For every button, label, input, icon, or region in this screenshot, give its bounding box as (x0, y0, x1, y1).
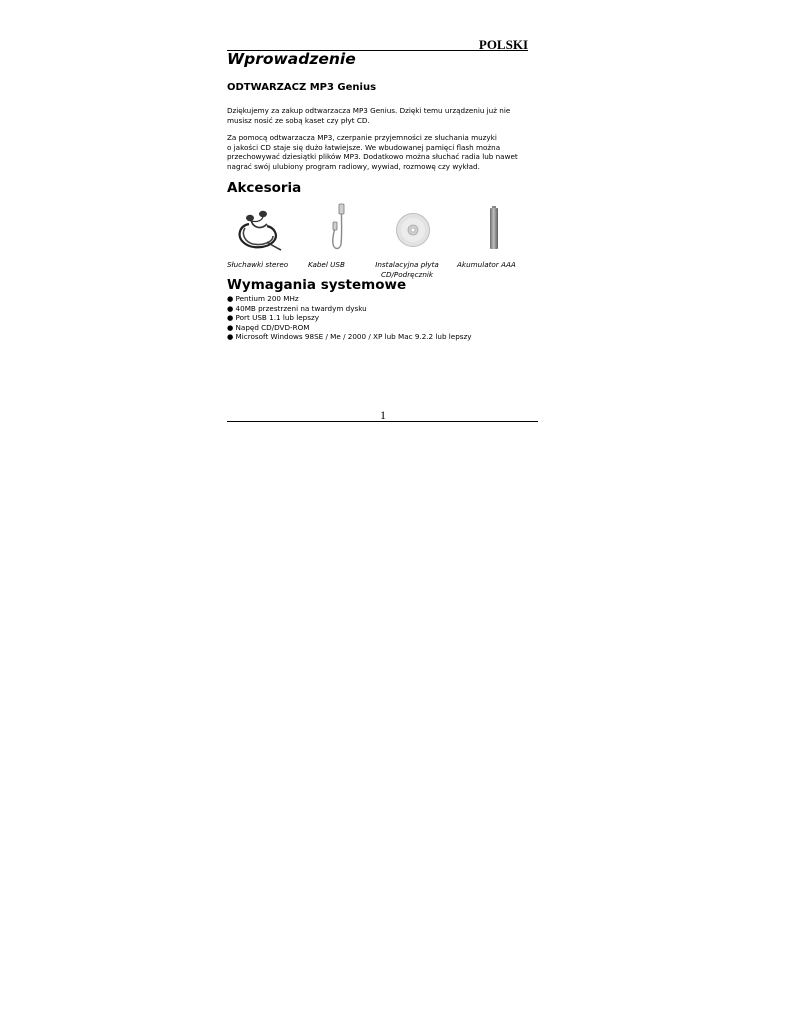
paragraph-line: Za pomocą odtwarzacza MP3, czerpanie przyjemności ze słuchania muzyki (227, 133, 497, 142)
paragraph-line: nagrać swój ulubiony program radiowy, wywiad, rozmowę czy wykład. (227, 162, 480, 172)
language-label: POLSKI (478, 37, 528, 52)
list-item: ● 40MB przestrzeni na twardym dysku (227, 303, 367, 313)
intro-paragraph-2 (227, 133, 547, 172)
manual-page (227, 0, 538, 430)
earphones-icon (233, 208, 283, 253)
list-item: ● Microsoft Windows 98SE / Me / 2000 / XP lub Mac 9.2.2 lub lepszy (227, 332, 472, 342)
page-number: 1 (380, 408, 386, 422)
caption-battery: Akumulator AAA (457, 260, 516, 269)
product-subtitle: ODTWARZACZ MP3 Genius (227, 82, 377, 93)
battery-icon (488, 206, 500, 250)
list-item: ● Port USB 1.1 lub lepszy (227, 313, 319, 323)
section-title: Wprowadzenie (227, 50, 356, 68)
accessories-heading: Akcesoria (227, 180, 302, 196)
cd-disc-icon (395, 212, 431, 248)
caption-earphones: Słuchawki stereo (227, 260, 289, 269)
paragraph-line: Dziękujemy za zakup odtwarzacza MP3 Genius. Dzięki temu urządzeniu już nie (227, 106, 511, 115)
usb-cable-icon (328, 202, 352, 252)
list-item: ● Napęd CD/DVD-ROM (227, 322, 310, 332)
requirements-list (227, 294, 472, 342)
requirements-heading: Wymagania systemowe (227, 277, 407, 293)
list-item: ● Pentium 200 MHz (227, 294, 299, 303)
paragraph-line: musisz nosić ze sobą kaset czy płyt CD. (227, 115, 370, 125)
caption-line: Instalacyjna płyta (375, 260, 439, 269)
paragraph-line: przechowywać dziesiątki plików MP3. Dodatkowo można słuchać radia lub nawet (227, 152, 518, 162)
caption-line: CD/Podręcznik (380, 269, 434, 279)
caption-usb-cable: Kabel USB (308, 260, 345, 269)
intro-paragraph-1 (227, 106, 547, 125)
paragraph-line: o jakości CD staje się dużo łatwiejsze. We wbudowanej pamięci flash można (227, 142, 501, 152)
footer-rule (227, 421, 538, 422)
